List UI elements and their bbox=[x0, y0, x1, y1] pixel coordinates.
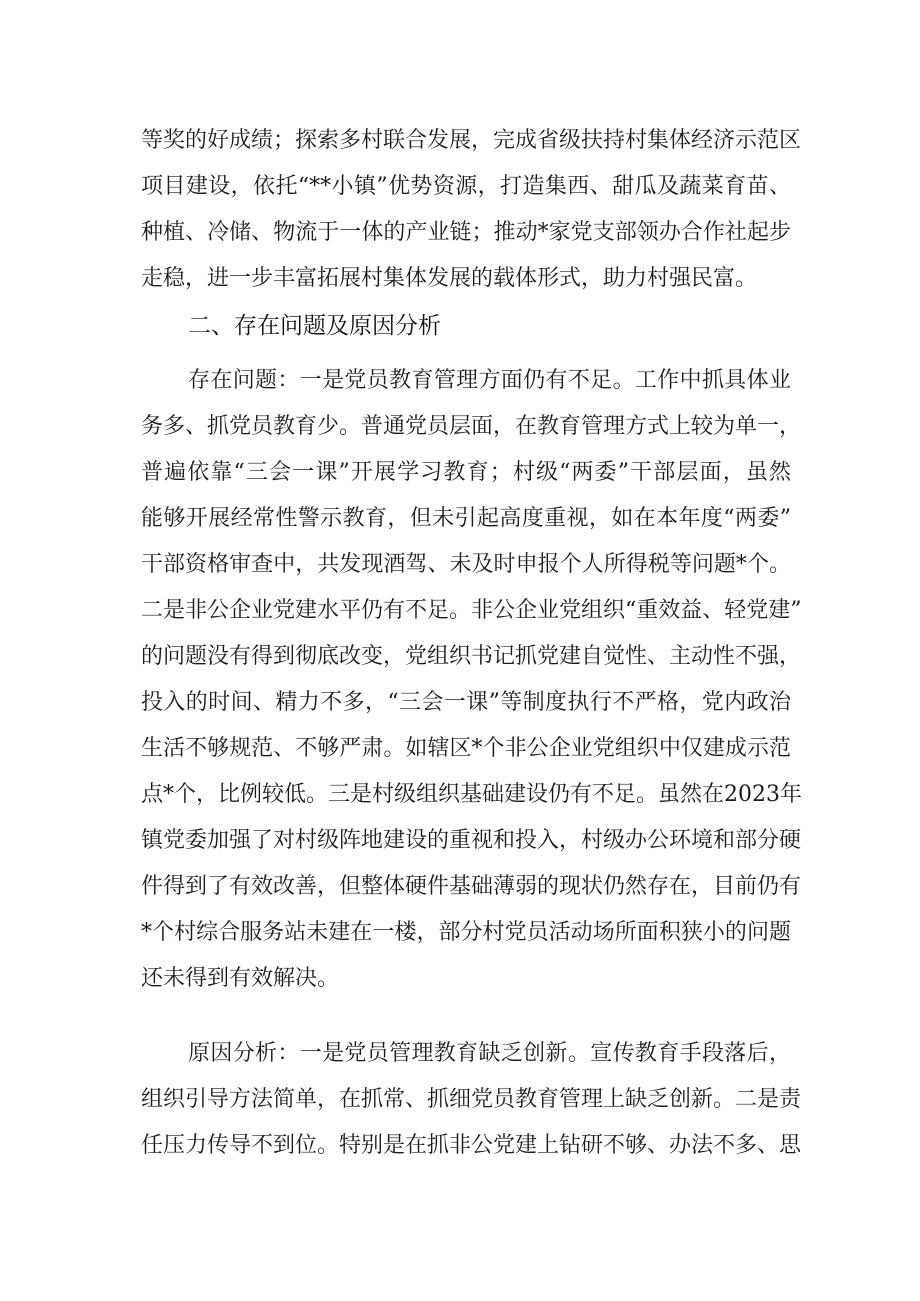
paragraph-line: 种植、冷储、物流于一体的产业链；推动*家党支部领办合作社起步 bbox=[141, 220, 791, 245]
paragraph-line: 镇党委加强了对村级阵地建设的重视和投入，村级办公环境和部分硬 bbox=[141, 828, 802, 853]
paragraph-line: 投入的时间、精力不多，“三会一课”等制度执行不严格，党内政治 bbox=[141, 690, 791, 715]
paragraph-line: 还未得到有效解决。 bbox=[141, 966, 340, 991]
paragraph-line: 走稳，进一步丰富拓展村集体发展的载体形式，助力村强民富。 bbox=[141, 266, 758, 291]
paragraph-line: 点*个，比例较低。三是村级组织基础建设仍有不足。虽然在2023年 bbox=[141, 782, 802, 807]
paragraph-line: 件得到了有效改善，但整体硬件基础薄弱的现状仍然存在，目前仍有 bbox=[141, 874, 802, 899]
paragraph-line: *个村综合服务站未建在一楼，部分村党员活动场所面积狭小的问题 bbox=[141, 920, 791, 945]
paragraph-line: 原因分析：一是党员管理教育缺乏创新。宣传教育手段落后， bbox=[188, 1041, 791, 1066]
paragraph-line: 项目建设，依托“**小镇”优势资源，打造集西、甜瓜及蔬菜育苗、 bbox=[141, 174, 791, 199]
paragraph-line: 能够开展经常性警示教育，但未引起高度重视，如在本年度“两委” bbox=[141, 506, 791, 531]
paragraph-line: 务多、抓党员教育少。普通党员层面，在教育管理方式上较为单一， bbox=[141, 414, 802, 439]
paragraph-line: 存在问题：一是党员教育管理方面仍有不足。工作中抓具体业 bbox=[188, 368, 791, 393]
section-heading: 二、存在问题及原因分析 bbox=[188, 313, 441, 339]
paragraph-line: 干部资格审查中，共发现酒驾、未及时申报个人所得税等问题*个。 bbox=[141, 552, 791, 577]
paragraph-line: 组织引导方法简单，在抓常、抓细党员教育管理上缺乏创新。二是责 bbox=[141, 1087, 802, 1112]
paragraph-line: 任压力传导不到位。特别是在抓非公党建上钻研不够、办法不多、思 bbox=[141, 1133, 802, 1158]
paragraph-line: 二是非公企业党建水平仍有不足。非公企业党组织“重效益、轻党建” bbox=[141, 598, 802, 623]
paragraph-line: 生活不够规范、不够严肃。如辖区*个非公企业党组织中仅建成示范 bbox=[141, 736, 791, 761]
paragraph-line: 等奖的好成绩；探索多村联合发展，完成省级扶持村集体经济示范区 bbox=[141, 128, 802, 153]
paragraph-line: 普遍依靠“三会一课”开展学习教育；村级“两委”干部层面，虽然 bbox=[141, 460, 791, 485]
paragraph-line: 的问题没有得到彻底改变，党组织书记抓党建自觉性、主动性不强， bbox=[141, 644, 802, 669]
